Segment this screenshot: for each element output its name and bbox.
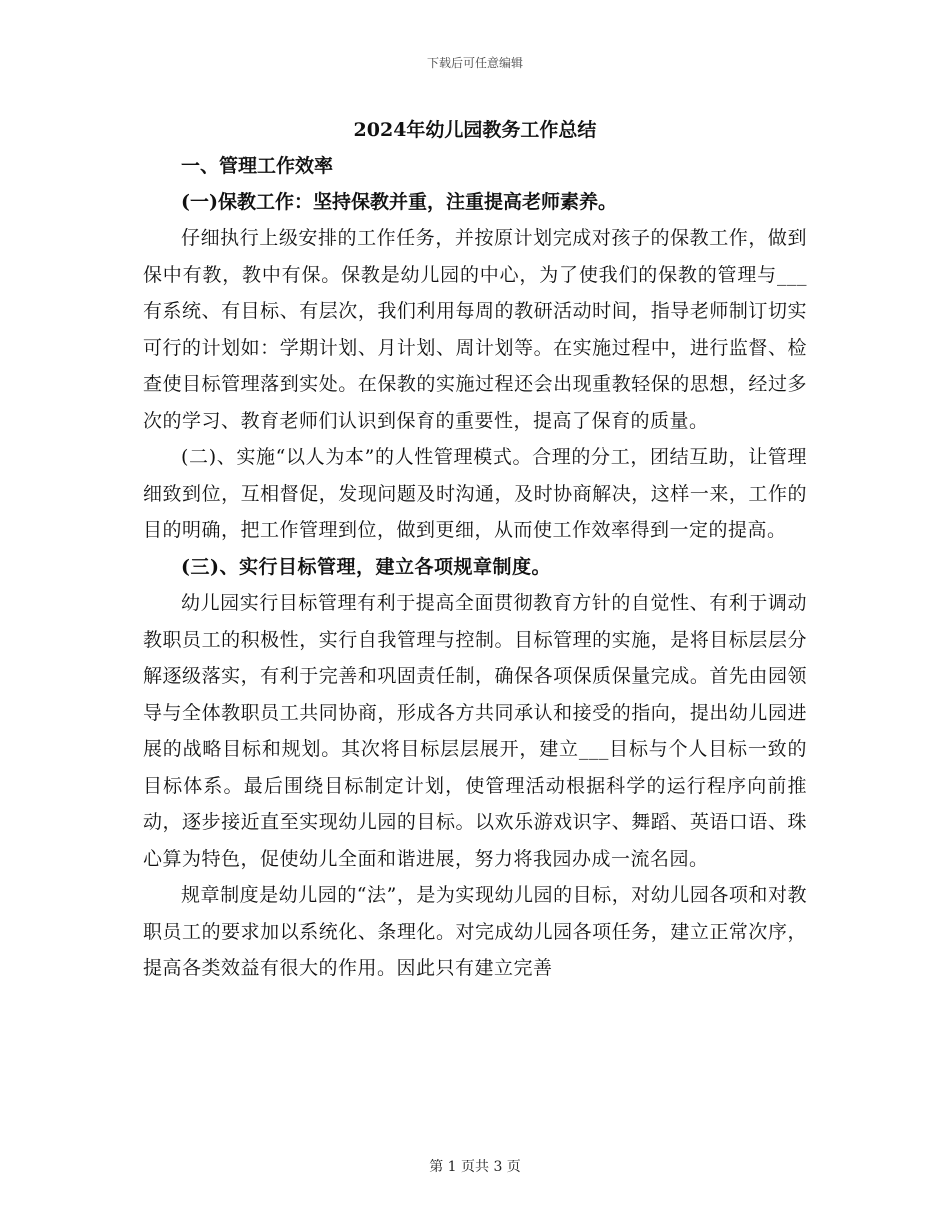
document-title: 2024年幼儿园教务工作总结 [353,119,597,141]
paragraph-1: 仔细执行上级安排的工作任务，并按原计划完成对孩子的保教工作，做到保中有教，教中有保。保教是幼儿园的中心，为了使我们的保教的管理与___有系统、有目标、有层次，我们利用每周的教研活动时间，指导老师制订切实可行的计划如：学期计划、月计划、周计划等。在实施过程中，进行监督、检查使目标管理落到实处。在保教的实施过程还会出现重教轻保的思想，经过多次的学习、教育老师们认识到保育的重要性，提高了保育的质量。 [143,227,807,432]
paragraph-5: 规章制度是幼儿园的“法”，是为实现幼儿园的目标，对幼儿园各项和对教职员工的要求加以系统化、条理化。对完成幼儿园各项任务，建立正常次序，提高各类效益有很大的作用。因此只有建立完善 [143,884,807,979]
document-body [143,112,807,987]
section-heading-1: 一、管理工作效率 [181,155,334,177]
header-note: 下载后可任意编辑 [426,56,523,70]
page-footer: 第 1 页共 3 页 [429,1159,521,1175]
paragraph-2: (二)、实施“以人为本”的人性管理模式。合理的分工，团结互助，让管理细致到位，互相督促，发现问题及时沟通，及时协商解决，这样一来，工作的目的明确，把工作管理到位，做到更细，从而使工作效率得到一定的提高。 [143,446,807,541]
subsection-heading-3: (三)、实行目标管理，建立各项规章制度。 [181,555,551,578]
subsection-heading-1: (一)保教工作：坚持保教并重，注重提高老师素养。 [181,191,617,213]
paragraph-4: 幼儿园实行目标管理有利于提高全面贯彻教育方针的自觉性、有利于调动教职员工的积极性，实行自我管理与控制。目标管理的实施，是将目标层层分解逐级落实，有利于完善和巩固责任制，确保各项保质保量完成。首先由园领导与全体教职员工共同协商，形成各方共同承认和接受的指向，提出幼儿园进展的战略目标和规划。其次将目标层层展开，建立___目标与个人目标一致的目标体系。最后围绕目标制定计划，使管理活动根据科学的运行程序向前推动，逐步接近直至实现幼儿园的目标。以欢乐游戏识字、舞蹈、英语口语、珠心算为特色，促使幼儿全面和谐进展，努力将我园办成一流名园。 [143,592,807,870]
